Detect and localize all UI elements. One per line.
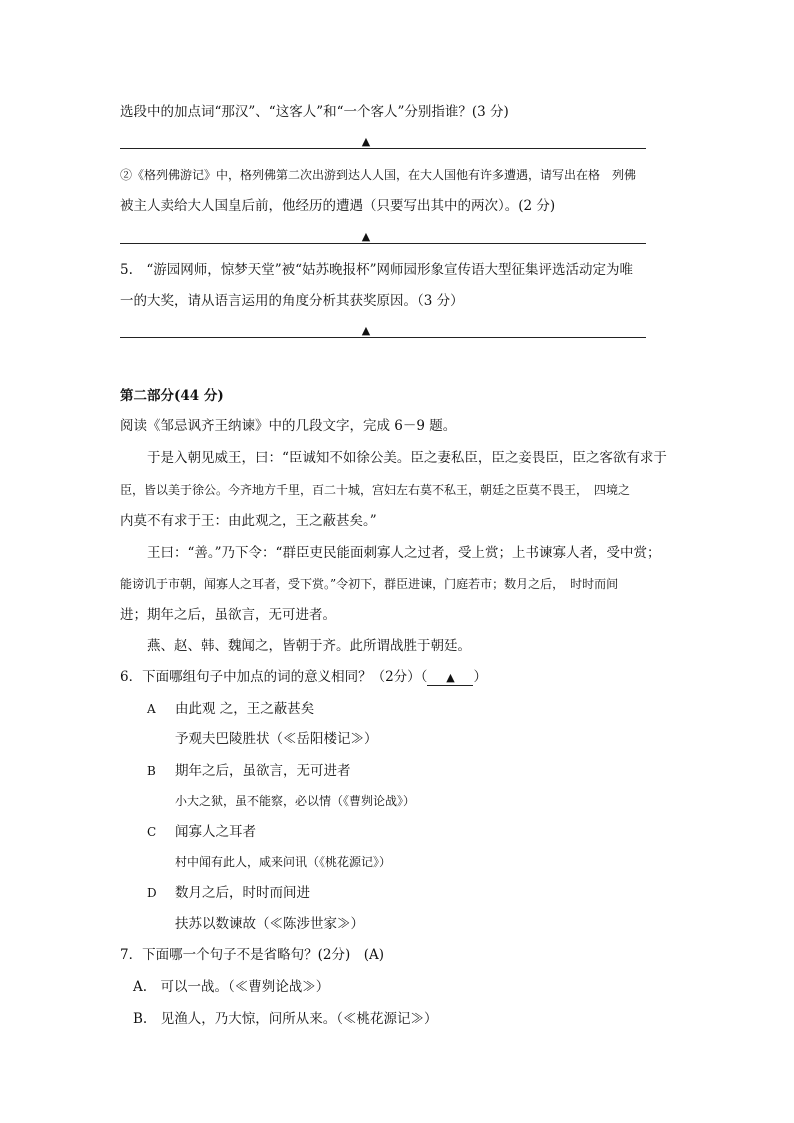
option-a-label[interactable]: A (147, 702, 156, 716)
answer-line-3[interactable] (120, 337, 646, 338)
passage-p2-line2: 能谤讥于市朝，闻寡人之耳者，受下赏。”令初下，群臣进谏，门庭若市；数月之后， 时时而间 (120, 577, 619, 591)
option-d-label[interactable]: D (147, 886, 157, 900)
answer-blank-6[interactable]: ▲ (427, 671, 473, 686)
option-c-sentence2: 村中闻有此人，咸来问讯（《桃花源记》） (175, 855, 392, 869)
part2-heading: 第二部分(44 分) (120, 388, 224, 404)
passage-p1-line2: 臣，皆以美于徐公。今齐地方千里，百二十城，宫妇左右莫不私王，朝廷之臣莫不畏王， 四境之 (120, 483, 631, 497)
answer-marker-3: ▲ (361, 324, 371, 337)
option-a-sentence1: 由此观 之，王之蔽甚矣 (175, 701, 315, 717)
passage-p1-line3: 内莫不有求于王：由此观之，王之蔽甚矣。” (120, 513, 377, 529)
answer-line-1[interactable] (120, 148, 646, 149)
option-d-sentence1: 数月之后，时时而间进 (175, 885, 310, 901)
question-7-option-a[interactable]: A. 可以一战。（≪曹刿论战≫） (133, 979, 330, 995)
option-b-sentence2: 小大之狱，虽不能察，必以情（《曹刿论战》） (175, 794, 416, 808)
answer-marker-1: ▲ (361, 135, 371, 148)
option-c-sentence1: 闻寡人之耳者 (175, 824, 256, 840)
question-6-stem-text: 6．下面哪组句子中加点的词的意义相同？（2分）（ (120, 669, 428, 685)
part2-intro: 阅读《邹忌讽齐王纳谏》中的几段文字，完成 6－9 题。 (120, 418, 457, 434)
question-6-stem-close: ） (473, 669, 487, 685)
question-4-2-line1: ②《格列佛游记》中，格列佛第二次出游到达人人国，在大人国他有许多遭遇，请写出在格 列佛 (120, 168, 637, 182)
question-7-stem: 7．下面哪一个句子不是省略句？(2分) (A) (120, 947, 384, 963)
passage-p1-line1: 于是入朝见威王，曰：“臣诚知不如徐公美。臣之妻私臣，臣之妾畏臣，臣之客欲有求于 (147, 450, 667, 466)
answer-marker-2: ▲ (361, 230, 371, 243)
option-b-label[interactable]: B (147, 764, 156, 778)
question-6-stem (120, 668, 487, 686)
option-b-sentence1: 期年之后，虽欲言，无可进者 (175, 763, 351, 779)
passage-p2-line3: 进；期年之后，虽欲言，无可进者。 (120, 607, 336, 623)
passage-p3-line1: 燕、赵、韩、魏闻之，皆朝于齐。此所谓战胜于朝廷。 (147, 638, 471, 654)
question-4-2-line2: 被主人卖给大人国皇后前，他经历的遭遇（只要写出其中的两次）。(2 分) (120, 198, 556, 214)
question-4-1: 选段中的加点词“那汉”、“这客人”和“一个客人”分别指谁？(3 分) (120, 104, 509, 120)
question-7-option-b[interactable]: B. 见渔人，乃大惊，问所从来。（≪桃花源记≫） (133, 1011, 438, 1027)
option-d-sentence2: 扶苏以数谏故（≪陈涉世家≫） (175, 916, 364, 932)
question-5-line2: 一的大奖，请从语言运用的角度分析其获奖原因。（3 分） (120, 293, 464, 309)
option-a-sentence2: 予观夫巴陵胜状（≪岳阳楼记≫） (175, 731, 378, 747)
answer-line-2[interactable] (120, 243, 646, 244)
passage-p2-line1: 王曰：“善。”乃下令：“群臣吏民能面刺寡人之过者，受上赏；上书谏寡人者，受中赏； (147, 545, 661, 561)
option-c-label[interactable]: C (147, 825, 157, 839)
question-5-line1: 5. “游园网师，惊梦天堂”被“姑苏晚报杯”网师园形象宣传语大型征集评选活动定为唯 (120, 262, 633, 278)
